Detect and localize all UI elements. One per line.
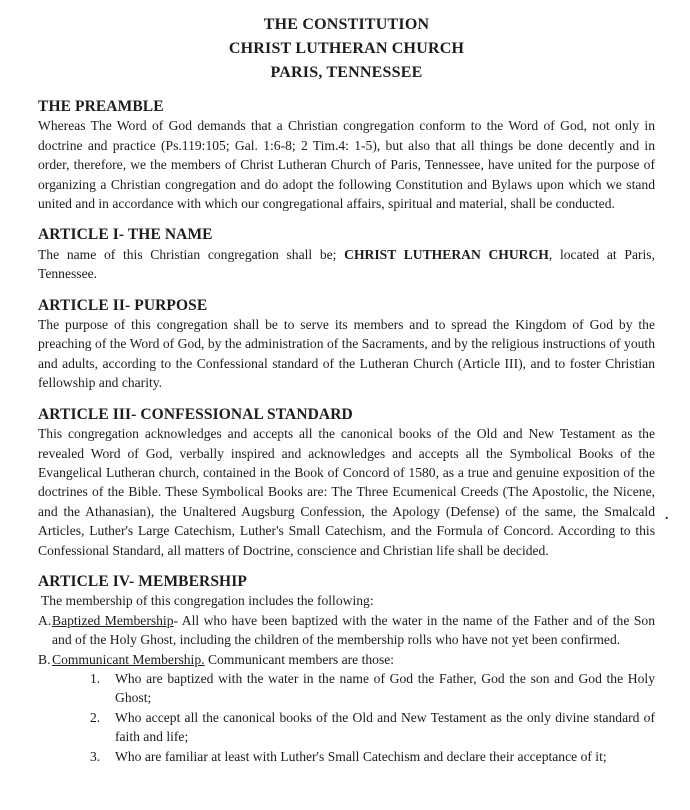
article-1-body-run-3: , located at Paris, Tennessee. bbox=[38, 246, 655, 282]
membership-item-b bbox=[38, 650, 655, 669]
article-1-body bbox=[38, 245, 655, 284]
title-line-1: THE CONSTITUTION bbox=[263, 16, 430, 33]
article-4-heading: ARTICLE IV- MEMBERSHIP bbox=[38, 572, 247, 590]
article-4-intro: The membership of this congregation includes the following: bbox=[41, 593, 374, 609]
section-article-3 bbox=[38, 405, 655, 560]
item-1-marker: 1. bbox=[90, 670, 101, 686]
article-1-church-name-bold: CHRIST LUTHERAN CHURCH bbox=[344, 246, 549, 262]
article-2-heading: ARTICLE II- PURPOSE bbox=[38, 296, 208, 314]
title-line-3: PARIS, TENNESSEE bbox=[270, 64, 423, 81]
title-line-2: CHRIST LUTHERAN CHURCH bbox=[228, 40, 465, 57]
item-a-text: - All who have been baptized with the water in the name of the Father and of the Son and of the Holy Ghost, including the children of the membership rolls who have not yet been confirmed. bbox=[52, 612, 655, 648]
item-3-text: Who are familiar at least with Luther's Small Catechism and declare their acceptance of it; bbox=[115, 748, 607, 764]
article-1-body-run-1: The name of this Christian congregation shall be; bbox=[38, 246, 345, 262]
item-b-underlined-term: Communicant Membership. bbox=[52, 651, 205, 667]
item-a-marker: A. bbox=[38, 612, 52, 628]
section-preamble bbox=[38, 97, 655, 213]
section-article-1 bbox=[38, 225, 655, 283]
item-2-marker: 2. bbox=[90, 709, 101, 725]
article-3-heading: ARTICLE III- CONFESSIONAL STANDARD bbox=[38, 405, 353, 423]
communicant-item-1 bbox=[90, 669, 655, 708]
item-b-text: Communicant members are those: bbox=[204, 651, 395, 667]
item-a-underlined-term: Baptized Membership bbox=[52, 612, 174, 628]
section-article-4 bbox=[38, 572, 655, 766]
item-b-marker: B. bbox=[38, 651, 51, 667]
article-3-body: This congregation acknowledges and accepts all the canonical books of the Old and New Testament as the revealed Word of God, verbally inspired and acknowledges and accepts all the Symbolical Books of the Evangelical Lutheran church, contained in the Book of Concord of 1580, as a true and genuine exposition of the doctrines of the Bible. These Symbolical Books are: The Three Ecumenical Creeds (The Apostolic, the Nicene, and the Athanasian), the Unaltered Augsburg Confession, the Apology (Defense) of the same, the Smalcald Articles, Luther's Large Catechism, Luther's Small Catechism, and the Formula of Concord. According to this Confessional Standard, all matters of Doctrine, conscience and Christian life shall be decided. bbox=[38, 426, 655, 558]
preamble-body: Whereas The Word of God demands that a Christian congregation conform to the Word of God, not only in doctrine and practice (Ps.119:105; Gal. 1:6-8; 2 Tim.4: 1-5), but also that all things be done decently and in order, therefore, we the members of Christ Lutheran Church of Paris, Tennessee, have united for the purpose of organizing a Christian congregation and do adopt the following Constitution and Bylaws upon which we stand united and in accordance with which our congregational affairs, spiritual and material, shall be conducted. bbox=[38, 118, 655, 212]
document-title bbox=[38, 13, 655, 85]
stray-period-mark: . bbox=[665, 507, 669, 522]
preamble-heading: THE PREAMBLE bbox=[38, 98, 164, 115]
section-article-2 bbox=[38, 296, 655, 393]
item-1-text: Who are baptized with the water in the name of God the Father, God the son and God the Holy Ghost; bbox=[115, 670, 655, 706]
article-2-body: The purpose of this congregation shall be to serve its members and to spread the Kingdom of God by the preaching of the Word of God, by the administration of the Sacraments, and by the religious instructions of youth and adults, according to the Confessional standard of the Lutheran Church (Article III), and to foster Christian fellowship and charity. bbox=[38, 317, 655, 391]
communicant-item-2 bbox=[90, 708, 655, 747]
membership-item-a bbox=[38, 611, 655, 650]
item-2-text: Who accept all the canonical books of the Old and New Testament as the only divine standard of faith and life; bbox=[115, 709, 655, 745]
communicant-item-3 bbox=[90, 747, 655, 766]
item-3-marker: 3. bbox=[90, 748, 101, 764]
article-1-heading: ARTICLE I- THE NAME bbox=[38, 226, 213, 244]
